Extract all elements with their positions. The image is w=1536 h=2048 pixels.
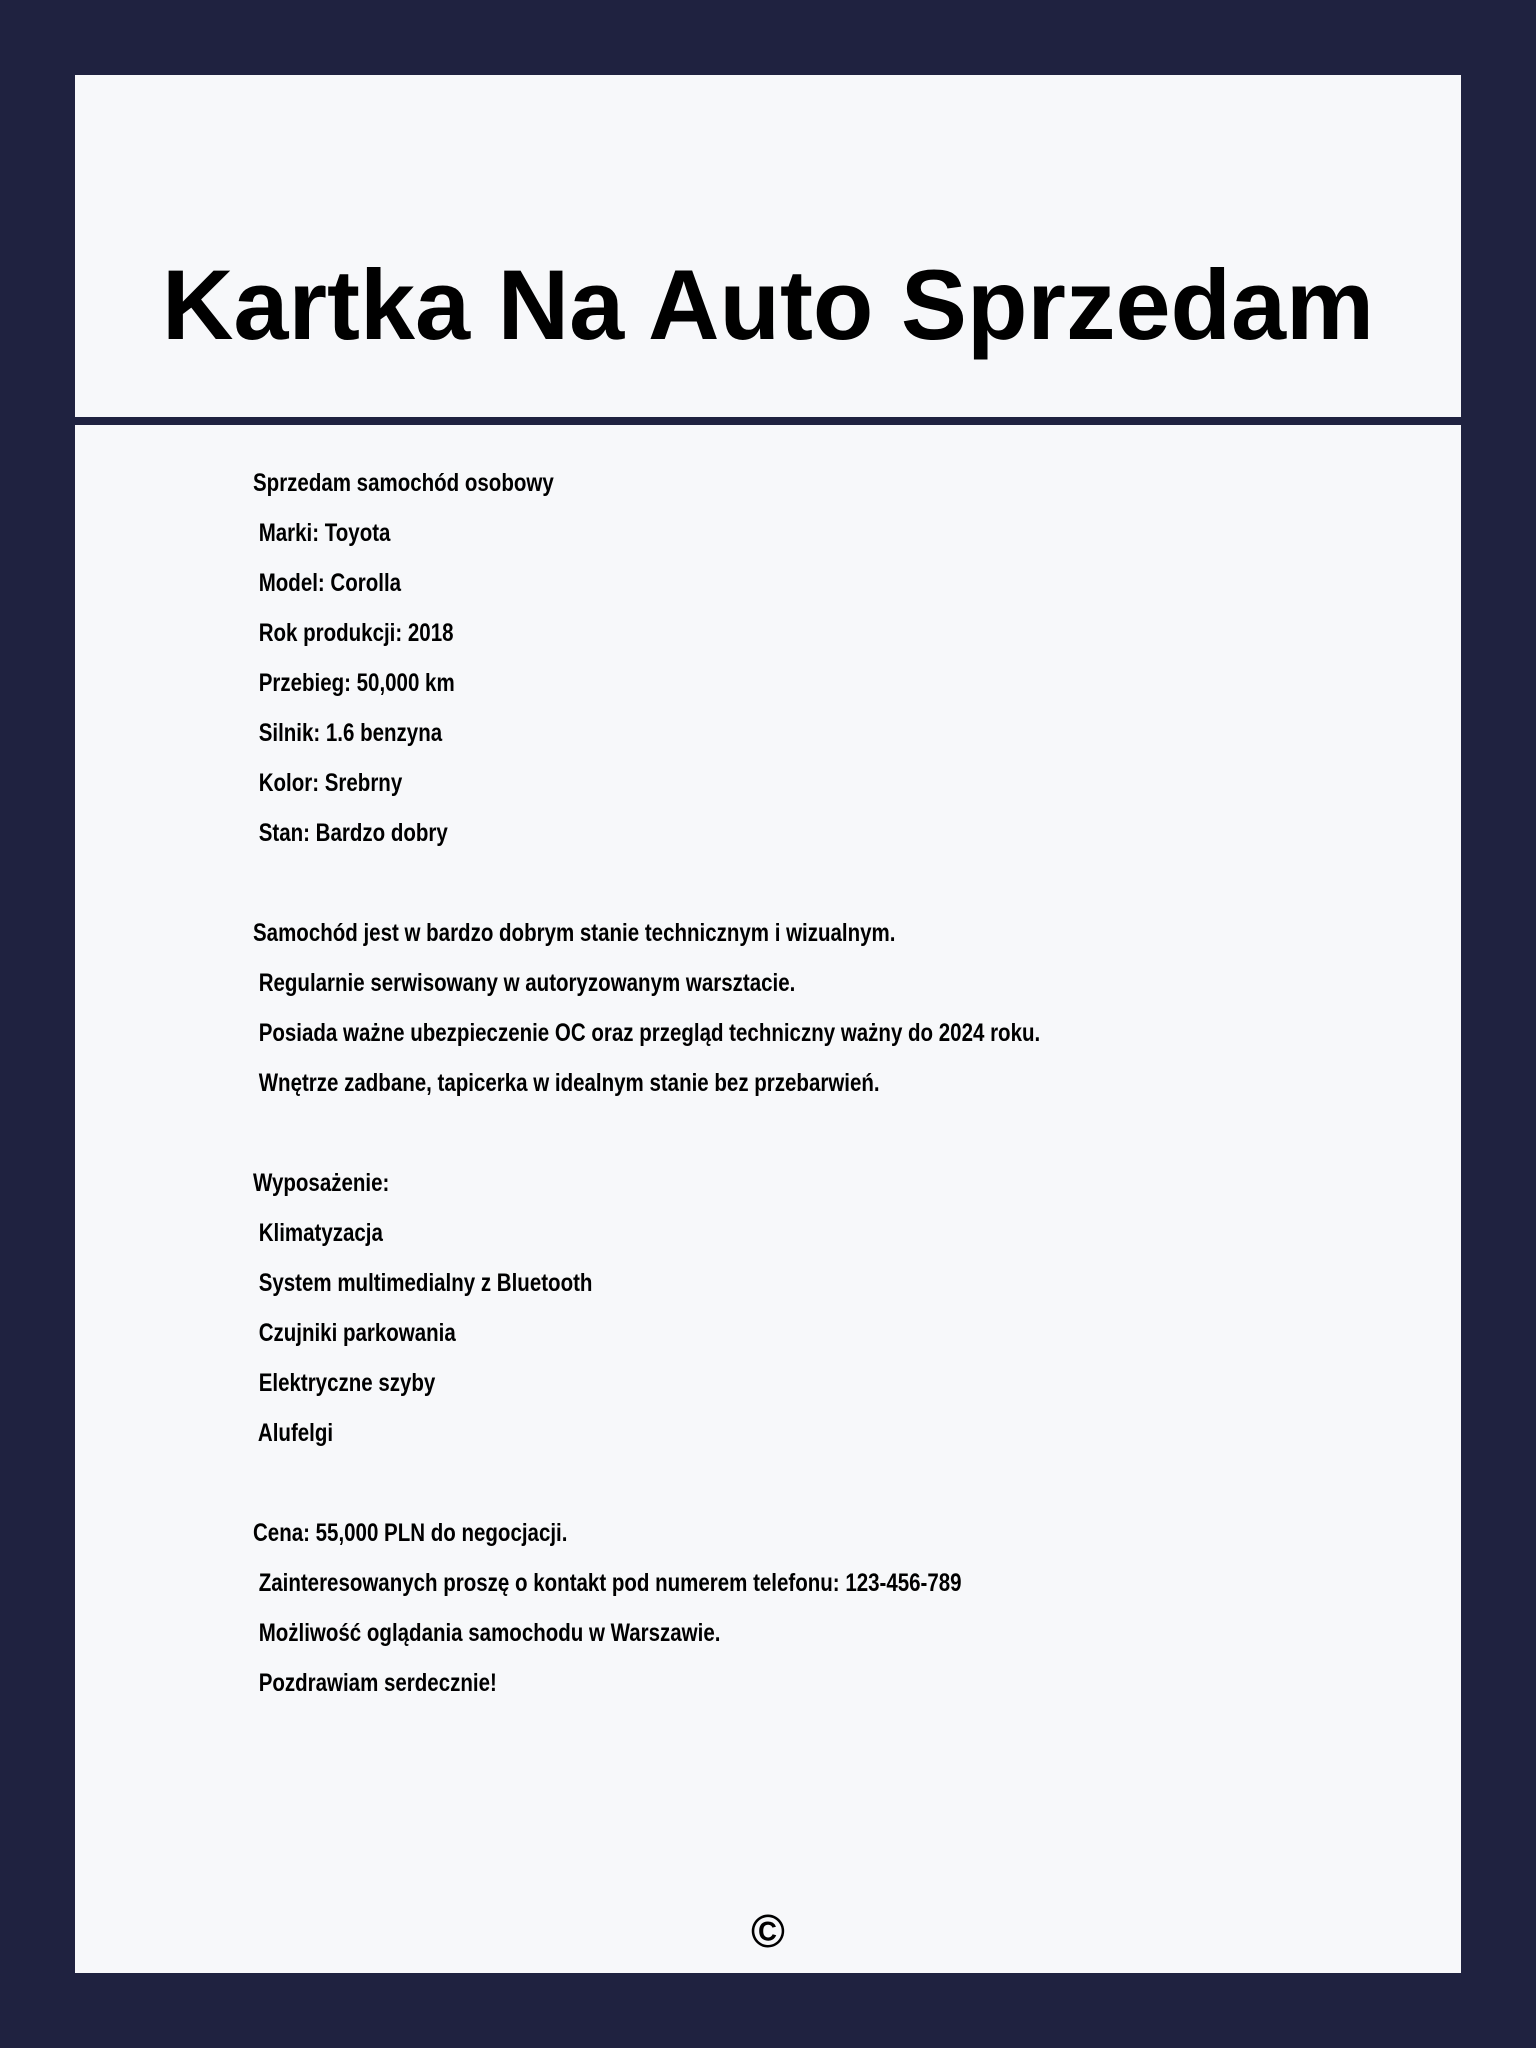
page-title: Kartka Na Auto Sprzedam — [161, 249, 1375, 360]
equipment-line: Klimatyzacja — [253, 1219, 383, 1247]
car-details-line: Marki: Toyota — [253, 519, 391, 547]
equipment-section — [253, 1158, 1244, 1458]
equipment-line: Elektryczne szyby — [253, 1369, 436, 1397]
contact-line: Możliwość oglądania samochodu w Warszawie. — [253, 1619, 721, 1647]
car-details-line: Kolor: Srebrny — [253, 769, 403, 797]
condition-line: Regularnie serwisowany w autoryzowanym warsztacie. — [253, 969, 796, 997]
equipment-heading: Wyposażenie: — [253, 1169, 390, 1197]
price-line: Cena: 55,000 PLN do negocjacji. — [253, 1519, 568, 1547]
closing-line: Pozdrawiam serdecznie! — [253, 1669, 497, 1697]
car-details-line: Silnik: 1.6 benzyna — [253, 719, 443, 747]
car-details-line: Rok produkcji: 2018 — [253, 619, 454, 647]
condition-line: Samochód jest w bardzo dobrym stanie technicznym i wizualnym. — [253, 919, 896, 947]
contact-line: Zainteresowanych proszę o kontakt pod numerem telefonu: 123-456-789 — [253, 1569, 962, 1597]
equipment-line: System multimedialny z Bluetooth — [253, 1269, 593, 1297]
document-body — [253, 458, 1244, 1708]
copyright-icon: © — [751, 1905, 785, 1957]
condition-line: Wnętrze zadbane, tapicerka w idealnym stanie bez przebarwień. — [253, 1069, 880, 1097]
equipment-line: Alufelgi — [253, 1419, 334, 1447]
car-details-line: Sprzedam samochód osobowy — [253, 469, 554, 497]
condition-section — [253, 908, 1244, 1108]
title-divider — [75, 417, 1461, 425]
equipment-line: Czujniki parkowania — [253, 1319, 456, 1347]
car-details-line: Model: Corolla — [253, 569, 402, 597]
car-details-section — [253, 458, 1244, 858]
car-details-line: Stan: Bardzo dobry — [253, 819, 448, 847]
condition-line: Posiada ważne ubezpieczenie OC oraz przegląd techniczny ważny do 2024 roku. — [253, 1019, 1041, 1047]
document-page — [75, 75, 1461, 1973]
car-details-line: Przebieg: 50,000 km — [253, 669, 455, 697]
price-contact-section — [253, 1508, 1244, 1708]
